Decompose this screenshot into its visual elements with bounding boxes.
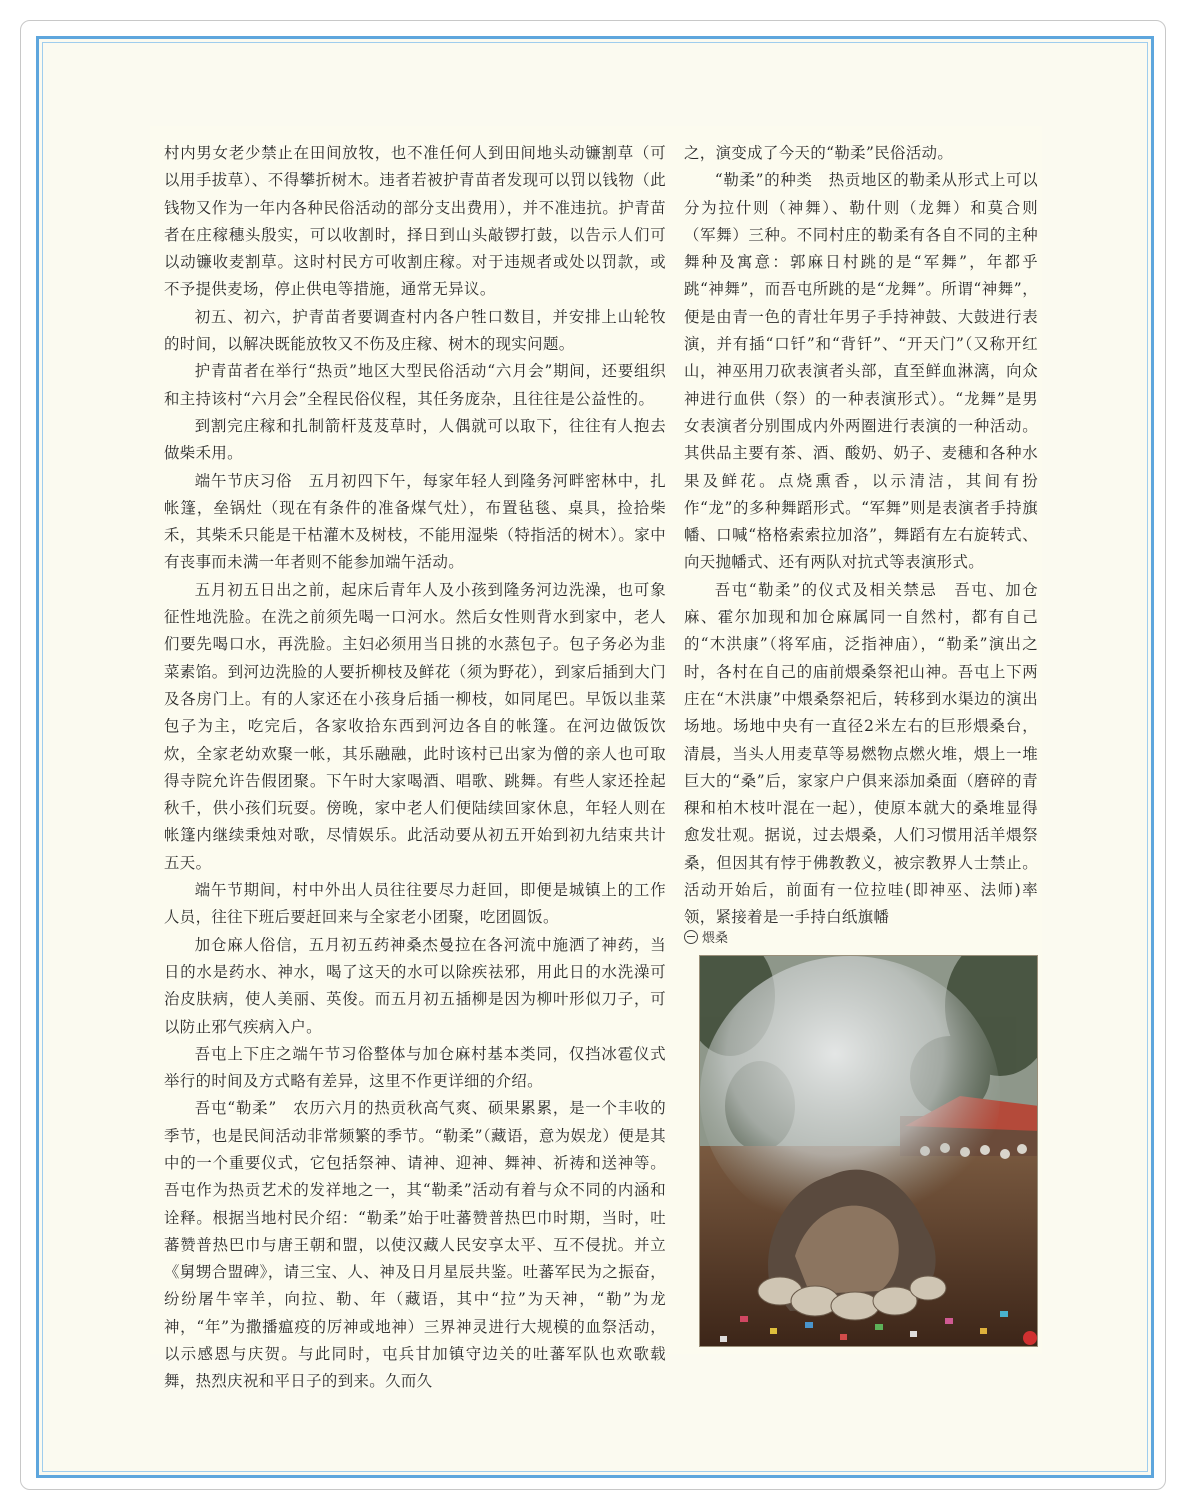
paragraph: 端午节期间，村中外出人员往往要尽力赶回，即便是城镇上的工作人员，往往下班后要赶回来与全家老小团聚，吃团圆饭。: [164, 881, 666, 927]
right-text-column: [684, 140, 1038, 932]
paragraph: 之，演变成了今天的“勒柔”民俗活动。: [684, 144, 954, 162]
paragraph: 护青苗者在举行“热贡”地区大型民俗活动“六月会”期间，还要组织和主持该村“六月会”全程民俗仪程，其任务庞杂，且往往是公益性的。: [164, 362, 666, 408]
photo-caption: [684, 928, 728, 950]
paragraph: 村内男女老少禁止在田间放牧，也不准任何人到田间地头动镰割草（可以用手拔草）、不得攀折树木。违者若被护青苗者发现可以罚以钱物（此钱物又作为一年内各种民俗活动的部分支出费用），并不准违抗。护青苗者在庄稼穗头殷实，可以收割时，择日到山头敲锣打鼓，以告示人们可以动镰收麦割草。这时村民方可收割庄稼。对于违规者或处以罚款，或不予提供麦场，停止供电等措施，通常无异议。: [164, 144, 666, 299]
paragraph: 吾屯“勒柔”的仪式及相关禁忌 吾屯、加仓麻、霍尔加现和加仓麻属同一自然村，都有自己的“木洪康”（将军庙，泛指神庙），“勒柔”演出之时，各村在自己的庙前煨桑祭祀山神。吾屯上下两庄在“木洪康”中煨桑祭祀后，转移到水渠边的演出场地。场地中央有一直径2米左右的巨形煨桑台，清晨，当头人用麦草等易燃物点燃火堆，煨上一堆巨大的“桑”后，家家户户俱来添加桑面（磨碎的青稞和柏木枝叶混在一起），使原本就大的桑堆显得愈发壮观。据说，过去煨桑，人们习惯用活羊煨祭桑，但因其有悖于佛教教义，被宗教界人士禁止。活动开始后，前面有一位拉哇(即神巫、法师)率领，紧接着是一手持白纸旗幡: [684, 580, 1038, 927]
sang-burning-altar-photo: [699, 955, 1038, 1347]
paragraph: 吾屯“勒柔” 农历六月的热贡秋高气爽、硕果累累，是一个丰收的季节，也是民间活动非常频繁的季节。“勒柔”（藏语，意为娱龙）便是其中的一个重要仪式，它包括祭神、请神、迎神、舞神、祈祷和送神等。吾屯作为热贡艺术的发祥地之一，其“勒柔”活动有着与众不同的内涵和诠释。根据当地村民介绍：“勒柔”始于吐蕃赞普热巴巾时期，当时，吐蕃赞普热巴巾与唐王朝和盟，以使汉藏人民安享太平、互不侵扰。并立《舅甥合盟碑》，请三宝、人、神及日月星辰共鉴。吐蕃军民为之振奋，纷纷屠牛宰羊，向拉、勒、年（藏语，其中“拉”为天神，“勒”为龙神，“年”为撒播瘟疫的厉神或地神）三界神灵进行大规模的血祭活动，以示感恩与庆贺。与此同时，屯兵甘加镇守边关的吐蕃军队也欢歌载舞，热烈庆祝和平日子的到来。久而久: [164, 1099, 666, 1391]
caption-marker-icon: [684, 930, 698, 944]
paragraph: 五月初五日出之前，起床后青年人及小孩到隆务河边洗澡，也可象征性地洗脸。在洗之前须先喝一口河水。然后女性则背水到家中，老人们要先喝口水，再洗脸。主妇必须用当日挑的水蒸包子。包子务必为韭菜素馅。到河边洗脸的人要折柳枝及鲜花（须为野花），到家后插到大门及各房门上。有的人家还在小孩身后插一柳枝，如同尾巴。早饭以韭菜包子为主，吃完后，各家收拾东西到河边各自的帐篷。在河边做饭饮炊，全家老幼欢聚一帐，其乐融融，此时该村已出家为僧的亲人也可取得寺院允许告假团聚。下午时大家喝酒、唱歌、跳舞。有些人家还拴起秋千，供小孩们玩耍。傍晚，家中老人们便陆续回家休息，年轻人则在帐篷内继续秉烛对歌，尽情娱乐。此活动要从初五开始到初九结束共计五天。: [164, 580, 666, 872]
paragraph: 端午节庆习俗 五月初四下午，每家年轻人到隆务河畔密林中，扎帐篷，垒锅灶（现在有条件的准备煤气灶），布置毡毯、桌具，捡拾柴禾，其柴禾只能是干枯灌木及树枝，不能用湿柴（特指活的树木）。家中有丧事而未满一年者则不能参加端午活动。: [164, 471, 666, 572]
photo-illustration: [700, 956, 1038, 1347]
paragraph: “勒柔”的种类 热贡地区的勒柔从形式上可以分为拉什则（神舞）、勒什则（龙舞）和莫合则（军舞）三种。不同村庄的勒柔有各自不同的主种舞种及寓意：郭麻日村跳的是“军舞”，年都乎跳“神舞”，而吾屯所跳的是“龙舞”。所谓“神舞”，便是由青一色的青壮年男子手持神鼓、大鼓进行表演，并有插“口钎”和“背钎”、“开天门”（又称开红山，神巫用刀砍表演者头部，直至鲜血淋漓，向众神进行血供（祭）的一种表演形式）。“龙舞”是男女表演者分别围成内外两圈进行表演的一种活动。其供品主要有茶、酒、酸奶、奶子、麦穗和各种水果及鲜花。点烧熏香，以示清洁，其间有扮作“龙”的多种舞蹈形式。“军舞”则是表演者手持旗幡、口喊“格格索索拉加洛”，舞蹈有左右旋转式、向天抛幡式、还有两队对抗式等表演形式。: [684, 171, 1038, 572]
caption-text: 煨桑: [702, 931, 729, 946]
paragraph: 加仓麻人俗信，五月初五药神桑杰曼拉在各河流中施洒了神药，当日的水是药水、神水，喝了这天的水可以除疾祛邪，用此日的水洗澡可治皮肤病，使人美丽、英俊。而五月初五插柳是因为柳叶形似刀子，可以防止邪气疾病入户。: [164, 935, 666, 1036]
paragraph: 初五、初六，护青苗者要调查村内各户牲口数目，并安排上山轮牧的时间，以解决既能放牧又不伤及庄稼、树木的现实问题。: [164, 307, 666, 354]
paragraph: 到割完庄稼和扎制箭杆芨芨草时，人偶就可以取下，往往有人抱去做柴禾用。: [164, 416, 666, 463]
left-text-column: [164, 140, 666, 1396]
paragraph: 吾屯上下庄之端午节习俗整体与加仓麻村基本类同，仅挡冰雹仪式举行的时间及方式略有差异，这里不作更详细的介绍。: [164, 1044, 666, 1091]
